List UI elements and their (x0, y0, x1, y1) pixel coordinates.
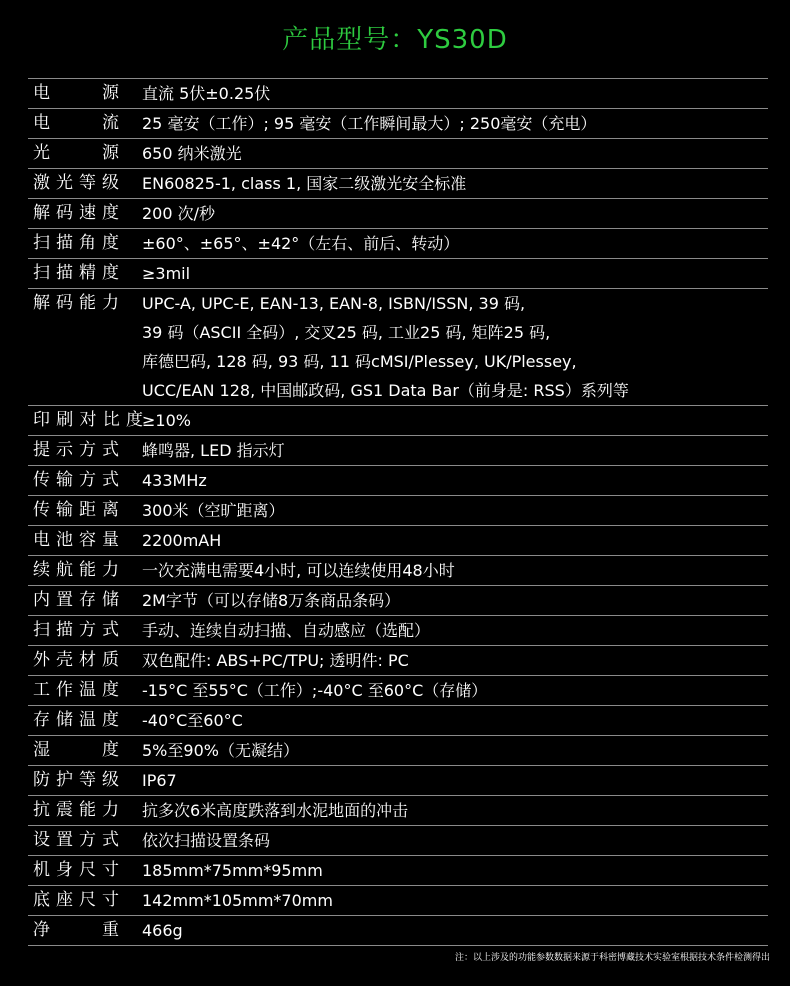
spec-label-text: 底座尺寸 (33, 890, 119, 910)
spec-value-line: EN60825-1, class 1, 国家二级激光安全标准 (142, 174, 467, 193)
spec-value-line: 双色配件: ABS+PC/TPU; 透明件: PC (142, 651, 409, 670)
spec-value-line: 25 毫安（工作）; 95 毫安（工作瞬间最大）; 250毫安（充电） (142, 114, 597, 133)
spec-label (28, 289, 138, 405)
spec-value-line: 直流 5伏±0.25伏 (142, 84, 271, 103)
spec-value (138, 526, 768, 555)
spec-label-text: 解码能力 (33, 293, 119, 313)
spec-value (138, 466, 768, 495)
spec-label (28, 79, 138, 108)
spec-row (28, 736, 768, 766)
spec-value (138, 436, 768, 465)
spec-value (138, 706, 768, 735)
spec-value (138, 406, 768, 435)
spec-label-text: 防护等级 (33, 770, 119, 790)
spec-label (28, 736, 138, 765)
spec-row (28, 856, 768, 886)
spec-value (138, 229, 768, 258)
spec-row (28, 436, 768, 466)
spec-value-line: 650 纳米激光 (142, 144, 242, 163)
spec-row (28, 586, 768, 616)
spec-value (138, 289, 768, 405)
spec-value (138, 916, 768, 945)
product-model-title: 产品型号：YS30D (282, 25, 508, 55)
spec-value (138, 199, 768, 228)
spec-label-text: 湿度 (33, 740, 119, 760)
spec-value-line: 5%至90%（无凝结） (142, 741, 299, 760)
spec-label (28, 646, 138, 675)
spec-value (138, 736, 768, 765)
spec-label (28, 916, 138, 945)
spec-row (28, 676, 768, 706)
spec-value-line: UCC/EAN 128, 中国邮政码, GS1 Data Bar（前身是: RSS）系列等 (142, 381, 629, 400)
spec-value-line: 39 码（ASCII 全码）, 交叉25 码, 工业25 码, 矩阵25 码, (142, 323, 551, 342)
spec-label-text: 电源 (33, 83, 119, 103)
spec-label-text: 激光等级 (33, 173, 119, 193)
spec-row (28, 259, 768, 289)
spec-row (28, 646, 768, 676)
spec-row (28, 229, 768, 259)
spec-row (28, 199, 768, 229)
spec-row (28, 706, 768, 736)
spec-value-line: -40°C至60°C (142, 711, 243, 730)
spec-label (28, 766, 138, 795)
spec-label-text: 传输方式 (33, 470, 119, 490)
spec-value-line: 2M字节（可以存储8万条商品条码） (142, 591, 401, 610)
spec-value (138, 886, 768, 915)
spec-value (138, 169, 768, 198)
spec-value (138, 259, 768, 288)
spec-label-text: 抗震能力 (33, 800, 119, 820)
spec-label (28, 616, 138, 645)
spec-label (28, 229, 138, 258)
spec-label-text: 光源 (33, 143, 119, 163)
spec-label (28, 826, 138, 855)
footnote: 注：以上涉及的功能参数数据来源于科密博藏技术实验室根据技术条件检测得出 (454, 953, 770, 963)
spec-value (138, 496, 768, 525)
spec-label (28, 169, 138, 198)
spec-label-text: 电池容量 (33, 530, 119, 550)
spec-row (28, 556, 768, 586)
spec-value (138, 646, 768, 675)
spec-label-text: 扫描角度 (33, 233, 119, 253)
spec-label (28, 466, 138, 495)
spec-row (28, 466, 768, 496)
spec-label-text: 内置存储 (33, 590, 119, 610)
spec-value (138, 766, 768, 795)
spec-value-line: 142mm*105mm*70mm (142, 891, 333, 910)
spec-value-line: ±60°、±65°、±42°（左右、前后、转动） (142, 234, 460, 253)
spec-label (28, 886, 138, 915)
spec-value (138, 826, 768, 855)
spec-label-text: 扫描精度 (33, 263, 119, 283)
spec-label (28, 706, 138, 735)
spec-row (28, 826, 768, 856)
spec-row (28, 139, 768, 169)
spec-label-text: 电流 (33, 113, 119, 133)
spec-value (138, 79, 768, 108)
spec-label-text: 工作温度 (33, 680, 119, 700)
spec-value (138, 109, 768, 138)
spec-value-line: IP67 (142, 771, 177, 790)
spec-value-line: 433MHz (142, 471, 207, 490)
spec-label-text: 机身尺寸 (33, 860, 119, 880)
spec-value-line: 2200mAH (142, 531, 222, 550)
spec-row (28, 169, 768, 199)
spec-row (28, 109, 768, 139)
spec-row (28, 496, 768, 526)
spec-label (28, 676, 138, 705)
spec-label (28, 526, 138, 555)
spec-label-text: 传输距离 (33, 500, 119, 520)
spec-label-text: 设置方式 (33, 830, 119, 850)
spec-row (28, 916, 768, 946)
spec-label (28, 139, 138, 168)
spec-value-line: 抗多次6米高度跌落到水泥地面的冲击 (142, 801, 409, 820)
spec-label-text: 存储温度 (33, 710, 119, 730)
spec-label-text: 提示方式 (33, 440, 119, 460)
spec-value-line: 185mm*75mm*95mm (142, 861, 323, 880)
spec-value-line: 依次扫描设置条码 (142, 831, 271, 850)
spec-value (138, 676, 768, 705)
spec-label-text: 解码速度 (33, 203, 119, 223)
spec-label (28, 436, 138, 465)
spec-value-line: 蜂鸣器, LED 指示灯 (142, 441, 285, 460)
spec-value (138, 586, 768, 615)
spec-row (28, 796, 768, 826)
spec-value-line: 466g (142, 921, 183, 940)
spec-value (138, 556, 768, 585)
spec-label-text: 印刷对比度 (33, 410, 143, 430)
spec-label (28, 796, 138, 825)
spec-value-line: ≥3mil (142, 264, 191, 283)
spec-value-line: UPC-A, UPC-E, EAN-13, EAN-8, ISBN/ISSN, 39 码, (142, 294, 526, 313)
spec-value-line: ≥10% (142, 411, 191, 430)
spec-value-line: 200 次/秒 (142, 204, 216, 223)
spec-label (28, 496, 138, 525)
spec-label-text: 扫描方式 (33, 620, 119, 640)
spec-label (28, 556, 138, 585)
spec-row (28, 406, 768, 436)
spec-row (28, 289, 768, 406)
spec-value-line: 一次充满电需要4小时, 可以连续使用48小时 (142, 561, 455, 580)
spec-value (138, 139, 768, 168)
spec-value-line: 手动、连续自动扫描、自动感应（选配） (142, 621, 431, 640)
spec-label (28, 586, 138, 615)
spec-label (28, 259, 138, 288)
spec-label-text: 外壳材质 (33, 650, 119, 670)
spec-value-line: 300米（空旷距离） (142, 501, 285, 520)
spec-table (28, 78, 768, 946)
spec-label-text: 续航能力 (33, 560, 119, 580)
spec-row (28, 616, 768, 646)
spec-label (28, 856, 138, 885)
spec-row (28, 766, 768, 796)
spec-value (138, 796, 768, 825)
spec-value-line: 库德巴码, 128 码, 93 码, 11 码cMSI/Plessey, UK/Plessey, (142, 352, 577, 371)
spec-label (28, 199, 138, 228)
spec-label-text: 净重 (33, 920, 119, 940)
spec-row (28, 79, 768, 109)
spec-value-line: -15°C 至55°C（工作）;-40°C 至60°C（存储） (142, 681, 488, 700)
spec-row (28, 886, 768, 916)
spec-value (138, 616, 768, 645)
spec-row (28, 526, 768, 556)
spec-label (28, 406, 143, 435)
spec-label (28, 109, 138, 138)
spec-value (138, 856, 768, 885)
